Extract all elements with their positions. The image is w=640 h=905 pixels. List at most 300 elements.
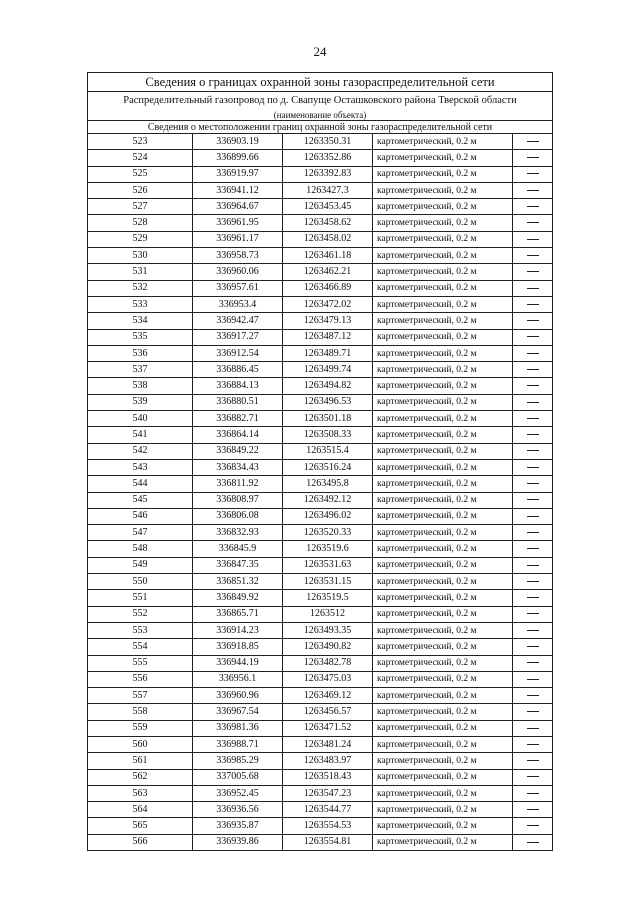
coord-x: 336961.95 — [193, 215, 283, 231]
point-number: 563 — [88, 785, 193, 801]
note — [513, 231, 553, 247]
coord-x: 336985.29 — [193, 753, 283, 769]
coord-y: 1263350.31 — [283, 134, 373, 150]
table-row — [88, 541, 553, 557]
point-number: 556 — [88, 671, 193, 687]
dash-mark — [527, 793, 539, 794]
point-number: 545 — [88, 492, 193, 508]
dash-mark — [527, 402, 539, 403]
dash-mark — [527, 288, 539, 289]
point-number: 537 — [88, 362, 193, 378]
point-number: 554 — [88, 639, 193, 655]
coord-x: 336939.86 — [193, 834, 283, 850]
coord-y: 1263453.45 — [283, 199, 373, 215]
table-row — [88, 476, 553, 492]
table-row — [88, 182, 553, 198]
dash-mark — [527, 516, 539, 517]
table-row — [88, 248, 553, 264]
coord-y: 1263508.33 — [283, 427, 373, 443]
point-number: 566 — [88, 834, 193, 850]
note — [513, 248, 553, 264]
coord-y: 1263519.5 — [283, 590, 373, 606]
note — [513, 215, 553, 231]
dash-mark — [527, 646, 539, 647]
table-row — [88, 264, 553, 280]
coord-x: 336956.1 — [193, 671, 283, 687]
dash-mark — [527, 271, 539, 272]
point-number: 555 — [88, 655, 193, 671]
object-caption: (наименование объекта) — [88, 109, 553, 121]
coord-y: 1263531.15 — [283, 574, 373, 590]
coord-y: 1263554.81 — [283, 834, 373, 850]
point-number: 535 — [88, 329, 193, 345]
coord-x: 336847.35 — [193, 557, 283, 573]
method: картометрический, 0.2 м — [373, 655, 513, 671]
point-number: 541 — [88, 427, 193, 443]
point-number: 527 — [88, 199, 193, 215]
note — [513, 785, 553, 801]
point-number: 525 — [88, 166, 193, 182]
point-number: 524 — [88, 150, 193, 166]
dash-mark — [527, 483, 539, 484]
coord-x: 336960.96 — [193, 688, 283, 704]
dash-mark — [527, 206, 539, 207]
coord-y: 1263496.02 — [283, 508, 373, 524]
note — [513, 182, 553, 198]
table-row — [88, 134, 553, 150]
table-row — [88, 785, 553, 801]
point-number: 558 — [88, 704, 193, 720]
table-row — [88, 427, 553, 443]
method: картометрический, 0.2 м — [373, 818, 513, 834]
note — [513, 590, 553, 606]
note — [513, 834, 553, 850]
dash-mark — [527, 255, 539, 256]
section-title-row — [88, 121, 553, 134]
coord-y: 1263479.13 — [283, 313, 373, 329]
method: картометрический, 0.2 м — [373, 622, 513, 638]
method: картометрический, 0.2 м — [373, 639, 513, 655]
coord-y: 1263544.77 — [283, 802, 373, 818]
method: картометрический, 0.2 м — [373, 753, 513, 769]
coord-y: 1263494.82 — [283, 378, 373, 394]
coord-y: 1263475.03 — [283, 671, 373, 687]
coord-x: 336919.97 — [193, 166, 283, 182]
note — [513, 655, 553, 671]
dash-mark — [527, 239, 539, 240]
coord-y: 1263489.71 — [283, 345, 373, 361]
note — [513, 671, 553, 687]
table-row — [88, 231, 553, 247]
point-number: 538 — [88, 378, 193, 394]
coord-y: 1263352.86 — [283, 150, 373, 166]
note — [513, 639, 553, 655]
coord-y: 1263472.02 — [283, 296, 373, 312]
method: картометрический, 0.2 м — [373, 590, 513, 606]
method: картометрический, 0.2 м — [373, 329, 513, 345]
note — [513, 150, 553, 166]
coord-x: 336960.06 — [193, 264, 283, 280]
coord-y: 1263462.21 — [283, 264, 373, 280]
coord-x: 336944.19 — [193, 655, 283, 671]
point-number: 523 — [88, 134, 193, 150]
coord-y: 1263512 — [283, 606, 373, 622]
coord-x: 336936.56 — [193, 802, 283, 818]
table-row — [88, 362, 553, 378]
note — [513, 329, 553, 345]
note — [513, 541, 553, 557]
point-number: 560 — [88, 736, 193, 752]
dash-mark — [527, 613, 539, 614]
coord-x: 336849.92 — [193, 590, 283, 606]
coord-y: 1263501.18 — [283, 411, 373, 427]
method: картометрический, 0.2 м — [373, 704, 513, 720]
boundary-table — [87, 72, 553, 851]
point-number: 564 — [88, 802, 193, 818]
dash-mark — [527, 320, 539, 321]
method: картометрический, 0.2 м — [373, 134, 513, 150]
method: картометрический, 0.2 м — [373, 459, 513, 475]
table-row — [88, 492, 553, 508]
coord-x: 336988.71 — [193, 736, 283, 752]
coord-x: 336884.13 — [193, 378, 283, 394]
note — [513, 574, 553, 590]
table-row — [88, 296, 553, 312]
dash-mark — [527, 141, 539, 142]
point-number: 539 — [88, 394, 193, 410]
coord-x: 336914.23 — [193, 622, 283, 638]
point-number: 547 — [88, 525, 193, 541]
note — [513, 492, 553, 508]
coord-y: 1263515.4 — [283, 443, 373, 459]
method: картометрический, 0.2 м — [373, 166, 513, 182]
table-row — [88, 606, 553, 622]
point-number: 557 — [88, 688, 193, 704]
table-row — [88, 150, 553, 166]
table-row — [88, 655, 553, 671]
table-row — [88, 378, 553, 394]
coord-y: 1263516.24 — [283, 459, 373, 475]
dash-mark — [527, 450, 539, 451]
table-row — [88, 622, 553, 638]
note — [513, 802, 553, 818]
dash-mark — [527, 385, 539, 386]
method: картометрический, 0.2 м — [373, 394, 513, 410]
coord-y: 1263482.78 — [283, 655, 373, 671]
note — [513, 345, 553, 361]
table-row — [88, 508, 553, 524]
coord-y: 1263518.43 — [283, 769, 373, 785]
method: картометрический, 0.2 м — [373, 508, 513, 524]
dash-mark — [527, 173, 539, 174]
table-row — [88, 769, 553, 785]
method: картометрический, 0.2 м — [373, 785, 513, 801]
dash-mark — [527, 369, 539, 370]
dash-mark — [527, 662, 539, 663]
dash-mark — [527, 353, 539, 354]
dash-mark — [527, 304, 539, 305]
method: картометрический, 0.2 м — [373, 525, 513, 541]
point-number: 542 — [88, 443, 193, 459]
method: картометрический, 0.2 м — [373, 443, 513, 459]
note — [513, 443, 553, 459]
table-row — [88, 590, 553, 606]
point-number: 552 — [88, 606, 193, 622]
coord-x: 336935.87 — [193, 818, 283, 834]
table-row — [88, 753, 553, 769]
note — [513, 818, 553, 834]
dash-mark — [527, 581, 539, 582]
dash-mark — [527, 499, 539, 500]
coord-x: 336967.54 — [193, 704, 283, 720]
coord-x: 336953.4 — [193, 296, 283, 312]
note — [513, 688, 553, 704]
dash-mark — [527, 728, 539, 729]
method: картометрический, 0.2 м — [373, 427, 513, 443]
method: картометрический, 0.2 м — [373, 769, 513, 785]
point-number: 543 — [88, 459, 193, 475]
method: картометрический, 0.2 м — [373, 248, 513, 264]
table-row — [88, 313, 553, 329]
coord-y: 1263458.02 — [283, 231, 373, 247]
coord-x: 336964.67 — [193, 199, 283, 215]
method: картометрический, 0.2 м — [373, 834, 513, 850]
coord-x: 336845.9 — [193, 541, 283, 557]
dash-mark — [527, 842, 539, 843]
coord-x: 336880.51 — [193, 394, 283, 410]
table-row — [88, 802, 553, 818]
coord-y: 1263392.83 — [283, 166, 373, 182]
page-number: 24 — [313, 44, 327, 59]
note — [513, 199, 553, 215]
note — [513, 476, 553, 492]
coord-x: 336942.47 — [193, 313, 283, 329]
coord-y: 1263496.53 — [283, 394, 373, 410]
coord-y: 1263520.33 — [283, 525, 373, 541]
note — [513, 296, 553, 312]
table-row — [88, 280, 553, 296]
dash-mark — [527, 336, 539, 337]
table-title: Сведения о границах охранной зоны газораспределительной сети — [88, 73, 553, 92]
dash-mark — [527, 597, 539, 598]
method: картометрический, 0.2 м — [373, 215, 513, 231]
coord-y: 1263483.97 — [283, 753, 373, 769]
method: картометрический, 0.2 м — [373, 280, 513, 296]
coord-y: 1263547.23 — [283, 785, 373, 801]
coord-x: 336899.66 — [193, 150, 283, 166]
note — [513, 736, 553, 752]
note — [513, 411, 553, 427]
coord-y: 1263493.35 — [283, 622, 373, 638]
note — [513, 166, 553, 182]
coord-y: 1263531.63 — [283, 557, 373, 573]
dash-mark — [527, 434, 539, 435]
object-name: Распределительный газопровод по д. Свапуще Осташковского района Тверской области — [88, 92, 553, 110]
point-number: 561 — [88, 753, 193, 769]
table-row — [88, 215, 553, 231]
coord-y: 1263490.82 — [283, 639, 373, 655]
coord-x: 336864.14 — [193, 427, 283, 443]
note — [513, 134, 553, 150]
table-row — [88, 345, 553, 361]
coord-x: 336941.12 — [193, 182, 283, 198]
note — [513, 264, 553, 280]
method: картометрический, 0.2 м — [373, 802, 513, 818]
method: картометрический, 0.2 м — [373, 720, 513, 736]
point-number: 559 — [88, 720, 193, 736]
coord-x: 336849.22 — [193, 443, 283, 459]
coord-y: 1263519.6 — [283, 541, 373, 557]
coord-x: 336918.85 — [193, 639, 283, 655]
dash-mark — [527, 630, 539, 631]
coord-x: 336957.61 — [193, 280, 283, 296]
method: картометрический, 0.2 м — [373, 476, 513, 492]
point-number: 532 — [88, 280, 193, 296]
point-number: 549 — [88, 557, 193, 573]
method: картометрический, 0.2 м — [373, 541, 513, 557]
coord-y: 1263481.24 — [283, 736, 373, 752]
coord-x: 336834.43 — [193, 459, 283, 475]
coord-y: 1263554.53 — [283, 818, 373, 834]
table-row — [88, 834, 553, 850]
dash-mark — [527, 711, 539, 712]
note — [513, 394, 553, 410]
title-row — [88, 73, 553, 92]
method: картометрический, 0.2 м — [373, 264, 513, 280]
method: картометрический, 0.2 м — [373, 736, 513, 752]
method: картометрический, 0.2 м — [373, 574, 513, 590]
note — [513, 378, 553, 394]
point-number: 529 — [88, 231, 193, 247]
coord-x: 336851.32 — [193, 574, 283, 590]
dash-mark — [527, 467, 539, 468]
coord-y: 1263458.62 — [283, 215, 373, 231]
object-caption-row — [88, 109, 553, 121]
point-number: 546 — [88, 508, 193, 524]
point-number: 536 — [88, 345, 193, 361]
coord-x: 336912.54 — [193, 345, 283, 361]
method: картометрический, 0.2 м — [373, 492, 513, 508]
point-number: 540 — [88, 411, 193, 427]
note — [513, 720, 553, 736]
note — [513, 525, 553, 541]
method: картометрический, 0.2 м — [373, 606, 513, 622]
note — [513, 313, 553, 329]
table-row — [88, 329, 553, 345]
note — [513, 622, 553, 638]
coord-y: 1263427.3 — [283, 182, 373, 198]
table-body — [88, 73, 553, 851]
note — [513, 753, 553, 769]
dash-mark — [527, 157, 539, 158]
object-name-row — [88, 92, 553, 110]
method: картометрический, 0.2 м — [373, 182, 513, 198]
method: картометрический, 0.2 м — [373, 362, 513, 378]
method: картометрический, 0.2 м — [373, 557, 513, 573]
table-row — [88, 688, 553, 704]
dash-mark — [527, 190, 539, 191]
table-row — [88, 720, 553, 736]
point-number: 531 — [88, 264, 193, 280]
coord-y: 1263456.57 — [283, 704, 373, 720]
coord-x: 337005.68 — [193, 769, 283, 785]
point-number: 550 — [88, 574, 193, 590]
note — [513, 459, 553, 475]
coord-x: 336882.71 — [193, 411, 283, 427]
dash-mark — [527, 776, 539, 777]
coord-y: 1263492.12 — [283, 492, 373, 508]
method: картометрический, 0.2 м — [373, 150, 513, 166]
dash-mark — [527, 809, 539, 810]
point-number: 528 — [88, 215, 193, 231]
coord-y: 1263471.52 — [283, 720, 373, 736]
coord-y: 1263499.74 — [283, 362, 373, 378]
point-number: 551 — [88, 590, 193, 606]
coord-x: 336811.92 — [193, 476, 283, 492]
dash-mark — [527, 418, 539, 419]
method: картометрический, 0.2 м — [373, 378, 513, 394]
coord-x: 336808.97 — [193, 492, 283, 508]
coord-x: 336917.27 — [193, 329, 283, 345]
note — [513, 362, 553, 378]
table-row — [88, 736, 553, 752]
coord-y: 1263461.18 — [283, 248, 373, 264]
table-row — [88, 639, 553, 655]
method: картометрический, 0.2 м — [373, 199, 513, 215]
coord-x: 336903.19 — [193, 134, 283, 150]
dash-mark — [527, 222, 539, 223]
coord-x: 336981.36 — [193, 720, 283, 736]
coord-x: 336961.17 — [193, 231, 283, 247]
table-row — [88, 166, 553, 182]
point-number: 565 — [88, 818, 193, 834]
table-row — [88, 525, 553, 541]
point-number: 562 — [88, 769, 193, 785]
table-row — [88, 411, 553, 427]
dash-mark — [527, 532, 539, 533]
point-number: 544 — [88, 476, 193, 492]
table-row — [88, 443, 553, 459]
method: картометрический, 0.2 м — [373, 411, 513, 427]
point-number: 534 — [88, 313, 193, 329]
dash-mark — [527, 565, 539, 566]
table-row — [88, 199, 553, 215]
method: картометрический, 0.2 м — [373, 313, 513, 329]
table-row — [88, 557, 553, 573]
point-number: 530 — [88, 248, 193, 264]
table-row — [88, 394, 553, 410]
point-number: 526 — [88, 182, 193, 198]
dash-mark — [527, 744, 539, 745]
coord-x: 336886.45 — [193, 362, 283, 378]
method: картометрический, 0.2 м — [373, 671, 513, 687]
dash-mark — [527, 825, 539, 826]
note — [513, 606, 553, 622]
coord-x: 336865.71 — [193, 606, 283, 622]
dash-mark — [527, 679, 539, 680]
coord-x: 336806.08 — [193, 508, 283, 524]
coord-y: 1263469.12 — [283, 688, 373, 704]
coord-x: 336832.93 — [193, 525, 283, 541]
coord-y: 1263487.12 — [283, 329, 373, 345]
section-title: Сведения о местоположении границ охранной зоны газораспределительной сети — [88, 121, 553, 134]
table-row — [88, 574, 553, 590]
note — [513, 427, 553, 443]
coord-x: 336958.73 — [193, 248, 283, 264]
method: картометрический, 0.2 м — [373, 296, 513, 312]
dash-mark — [527, 548, 539, 549]
table-row — [88, 704, 553, 720]
